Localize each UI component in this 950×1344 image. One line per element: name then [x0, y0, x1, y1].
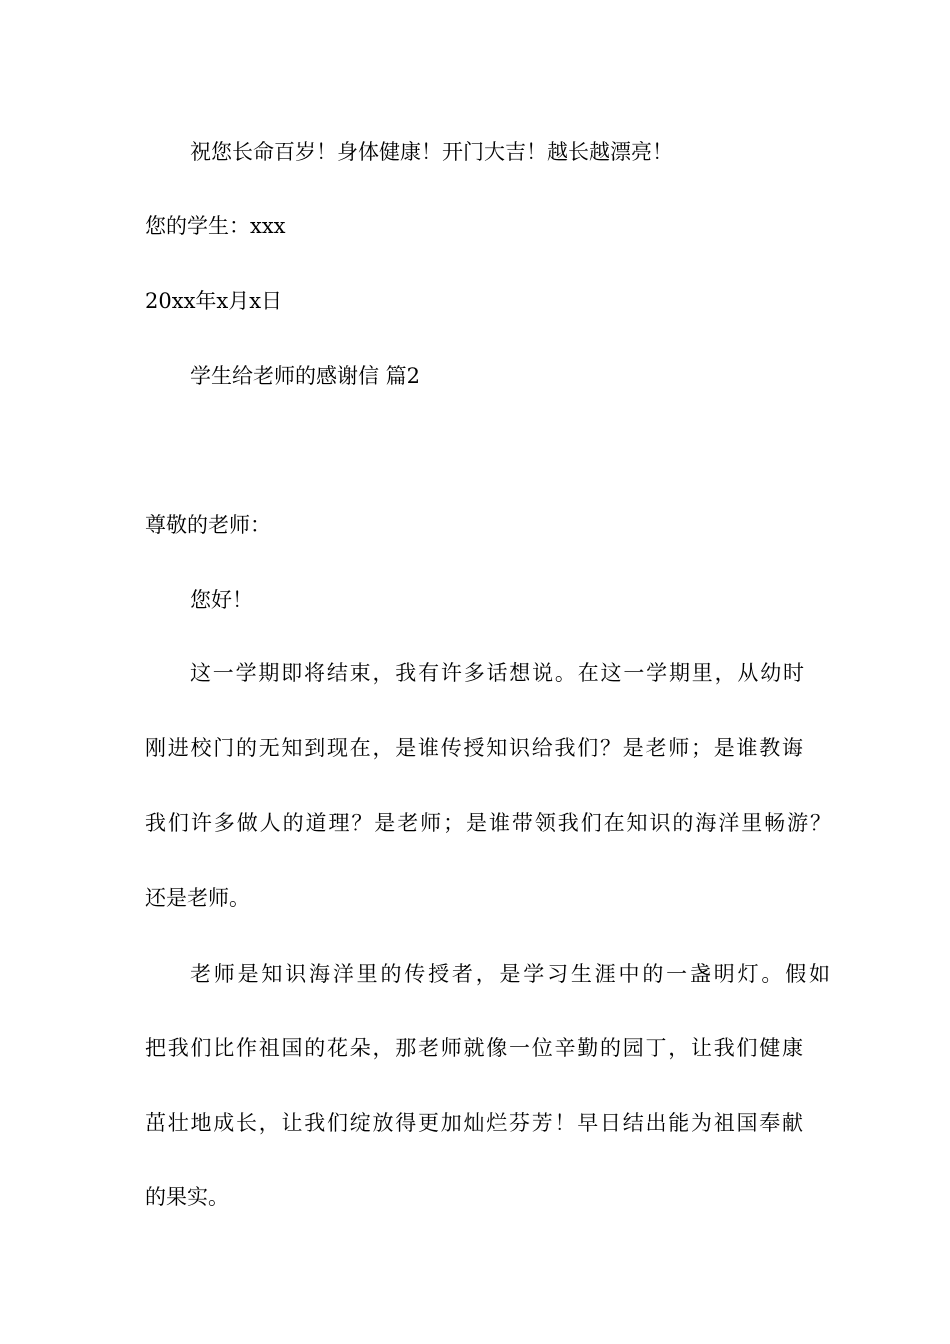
paragraph-line: 刚进校门的无知到现在，是谁传授知识给我们？是老师；是谁教诲 [145, 736, 803, 760]
section-title: 学生给老师的感谢信 篇2 [190, 364, 421, 388]
paragraph-line: 茁壮地成长，让我们绽放得更加灿烂芬芳！早日结出能为祖国奉献 [145, 1111, 803, 1135]
paragraph-line: 还是老师。 [145, 886, 250, 910]
paragraph-line: 这一学期即将结束，我有许多话想说。在这一学期里，从幼时 [190, 661, 804, 685]
letter-date: 20xx年x月x日 [145, 289, 283, 313]
paragraph-line: 老师是知识海洋里的传授者，是学习生涯中的一盏明灯。假如 [190, 962, 830, 986]
paragraph-line: 我们许多做人的道理？是老师；是谁带领我们在知识的海洋里畅游？ [145, 811, 831, 835]
closing-wish: 祝您长命百岁！身体健康！开门大吉！越长越漂亮！ [190, 140, 673, 164]
salutation: 尊敬的老师： [145, 513, 271, 537]
paragraph-line: 把我们比作祖国的花朵，那老师就像一位辛勤的园丁，让我们健康 [145, 1036, 803, 1060]
greeting: 您好！ [190, 588, 253, 612]
signature: 您的学生：xxx [145, 214, 286, 238]
paragraph-line: 的果实。 [145, 1185, 229, 1209]
